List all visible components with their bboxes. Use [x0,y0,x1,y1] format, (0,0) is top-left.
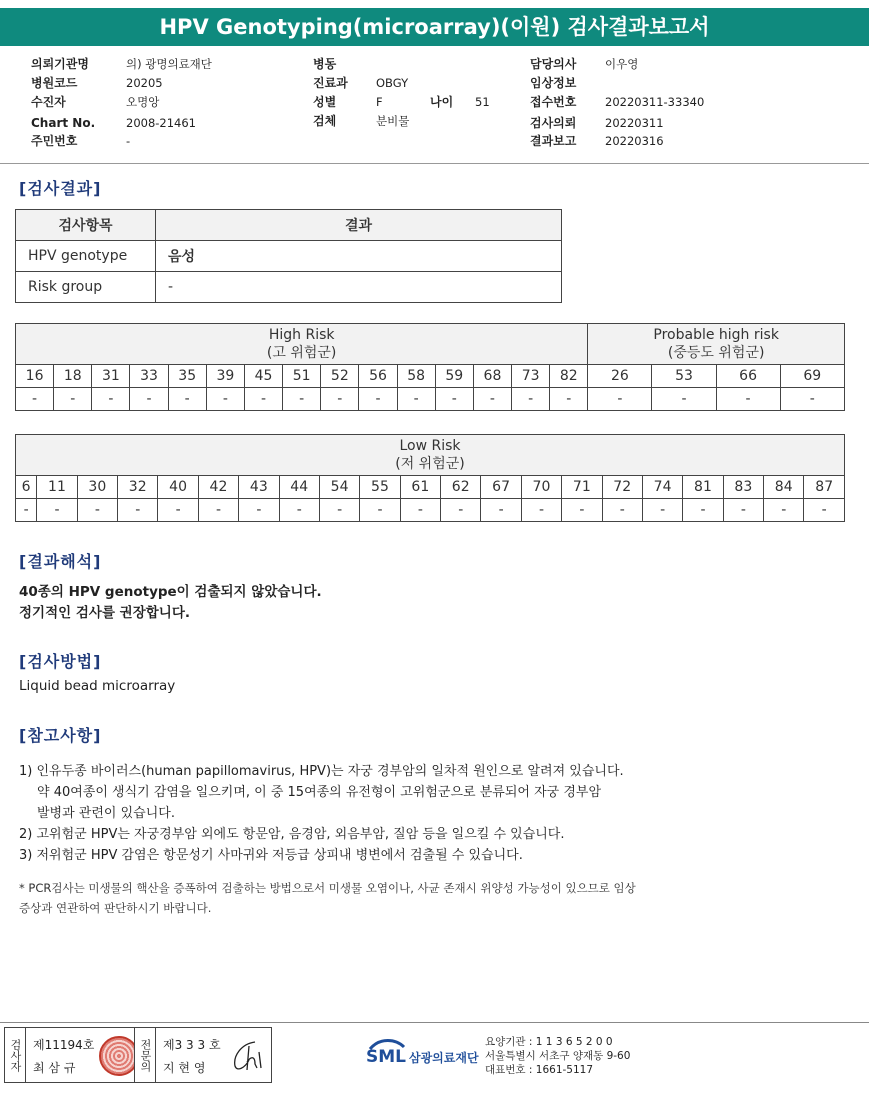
info-label: 접수번호 [530,95,577,109]
genotype-cell: 87 [804,476,845,499]
genotype-cell: 83 [723,476,763,499]
logo-mark-icon [366,1037,406,1077]
note-line: 약 40여종이 생식기 감염을 일으키며, 이 중 15여종의 유전형이 고위험군으로 분류되어 자궁 경부암 [37,785,602,800]
low-risk-header [16,435,845,476]
genotype-cell: 35 [168,365,206,388]
genotype-result-cell: - [321,388,359,411]
low-risk-table [15,434,845,522]
info-label: Chart No. [31,116,96,130]
info-value: 20220311 [605,116,664,130]
high-risk-header [16,324,588,365]
genotype-cell: 70 [521,476,561,499]
note-line: 3) 저위험군 HPV 감염은 항문성기 사마귀와 저등급 상피내 병변에서 검출될 수 있습니다. [19,848,523,863]
genotype-cell: 58 [397,365,435,388]
org-address [485,1035,630,1077]
genotype-cell: 6 [16,476,37,499]
info-value: 2008-21461 [126,116,196,130]
genotype-result-cell: - [360,499,400,522]
genotype-result-cell: - [283,388,321,411]
info-label: 주민번호 [31,134,78,148]
genotype-result-cell: - [435,388,473,411]
info-label: 의뢰기관명 [31,57,89,71]
genotype-cell: 71 [562,476,602,499]
genotype-cell: 52 [321,365,359,388]
genotype-result-cell: - [441,499,481,522]
genotype-result-cell: - [804,499,845,522]
genotype-result-cell: - [716,388,780,411]
genotype-result-cell: - [206,388,244,411]
genotype-result-cell: - [279,499,319,522]
examiner-name: 최 삼 규 [33,1061,76,1075]
patient-info [0,56,869,152]
genotype-cell: 11 [37,476,77,499]
genotype-cell: 42 [198,476,238,499]
section-title-notes: [참고사항] [19,726,102,745]
info-label: 담당의사 [530,57,577,71]
genotype-cell: 26 [588,365,652,388]
interpretation-text [19,582,322,624]
genotype-cell: 32 [118,476,158,499]
seal-icon [99,1036,139,1076]
examiner-number: 제11194호 [33,1038,95,1052]
specialist-name: 지 현 영 [163,1061,206,1075]
genotype-cell: 55 [360,476,400,499]
result-item: HPV genotype [16,241,156,272]
genotype-cell: 68 [473,365,511,388]
result-table [15,209,562,303]
genotype-cell: 66 [716,365,780,388]
note-line: 증상과 연관하여 판단하시기 바랍니다. [19,901,212,915]
genotype-cell: 16 [16,365,54,388]
info-label: 검사의뢰 [530,116,577,130]
note-line: 1) 인유두종 바이러스(human papillomavirus, HPV)는 자궁 경부암의 일차적 원인으로 알려져 있습니다. [19,764,624,779]
note-line: 2) 고위험군 HPV는 자궁경부암 외에도 항문암, 음경암, 외음부암, 질암 등을 일으킬 수 있습니다. [19,827,565,842]
genotype-cell: 73 [512,365,550,388]
genotype-cell: 69 [780,365,844,388]
info-value: F [376,95,383,109]
genotype-result-cell: - [397,388,435,411]
genotype-cell: 18 [54,365,92,388]
genotype-cell: 39 [206,365,244,388]
genotype-result-cell: - [764,499,804,522]
genotype-cell: 45 [244,365,282,388]
info-label: 나이 [430,95,454,109]
method-text: Liquid bead microarray [19,678,176,694]
genotype-result-cell: - [319,499,359,522]
table-row [16,272,562,303]
genotype-result-cell: - [118,499,158,522]
genotype-result-cell: - [198,499,238,522]
genotype-result-cell: - [158,499,198,522]
genotype-cell: 53 [652,365,716,388]
interpretation-line: 40종의 HPV genotype이 검출되지 않았습니다. [19,584,322,600]
note-line: 발병과 관련이 있습니다. [37,806,175,821]
genotype-result-cell: - [562,499,602,522]
probable-risk-header [588,324,845,365]
signature-box-label [135,1028,156,1082]
info-value: - [126,134,131,148]
genotype-result-cell: - [723,499,763,522]
info-label: 성별 [313,95,337,109]
genotype-result-cell: - [239,499,279,522]
section-title-method: [검사방법] [19,652,102,671]
info-label: 검체 [313,114,337,128]
genotype-cell: 54 [319,476,359,499]
genotype-cell: 82 [550,365,588,388]
genotype-cell: 61 [400,476,440,499]
signature-box-2 [134,1027,272,1083]
info-label: 임상정보 [530,76,577,90]
examiner-label: 검사자 [9,1038,22,1072]
high-risk-table [15,323,845,411]
result-value: - [156,272,562,303]
org-name: 삼광의료재단 [409,1051,479,1065]
info-value: 20205 [126,76,163,90]
genotype-cell: 30 [77,476,117,499]
signature-box-label [5,1028,26,1082]
note-line: * PCR검사는 미생물의 핵산을 증폭하여 검출하는 방법으로서 미생물 오염이나, 사균 존재시 위양성 가능성이 있으므로 임상 [19,881,636,895]
specialist-number: 제3 3 3 호 [163,1038,221,1052]
signature-icon [227,1038,267,1074]
section-title-interpretation: [결과해석] [19,552,102,571]
genotype-cell: 31 [92,365,130,388]
genotype-result-cell: - [550,388,588,411]
address-line: 요양기관 : 1 1 3 6 5 2 0 0 [485,1036,613,1048]
genotype-cell: 51 [283,365,321,388]
info-value: 이우영 [605,57,639,71]
info-label: 진료과 [313,76,348,90]
genotype-result-cell: - [359,388,397,411]
info-label: 결과보고 [530,134,577,148]
genotype-result-cell: - [780,388,844,411]
genotype-cell: 44 [279,476,319,499]
genotype-result-cell: - [16,388,54,411]
genotype-result-cell: - [37,499,77,522]
pcr-note [19,878,636,918]
genotype-result-cell: - [652,388,716,411]
genotype-cell: 33 [130,365,168,388]
result-value: 음성 [156,241,562,272]
genotype-cell: 62 [441,476,481,499]
notes-text [19,761,624,866]
result-item: Risk group [16,272,156,303]
info-label: 병동 [313,57,337,71]
genotype-result-cell: - [481,499,521,522]
info-value: OBGY [376,76,409,90]
probable-risk-title: Probable high risk [653,327,779,343]
low-risk-subtitle: (저 위험군) [395,456,465,472]
probable-risk-subtitle: (중등도 위험군) [667,345,765,361]
info-value: 51 [475,95,490,109]
logo-text: SML [366,1047,406,1067]
genotype-result-cell: - [642,499,682,522]
genotype-result-cell: - [92,388,130,411]
genotype-result-cell: - [168,388,206,411]
info-divider [0,163,869,164]
genotype-cell: 43 [239,476,279,499]
table-row [16,241,562,272]
genotype-result-cell: - [473,388,511,411]
interpretation-line: 정기적인 검사를 권장합니다. [19,605,191,621]
info-value: 의) 광명의료재단 [126,57,212,71]
genotype-result-cell: - [602,499,642,522]
specialist-label: 전문의 [139,1038,152,1072]
genotype-result-cell: - [400,499,440,522]
genotype-cell: 74 [642,476,682,499]
genotype-result-cell: - [512,388,550,411]
info-label: 수진자 [31,95,66,109]
genotype-cell: 67 [481,476,521,499]
genotype-result-cell: - [588,388,652,411]
genotype-result-cell: - [683,499,723,522]
result-head-result: 결과 [156,210,562,241]
address-line: 서울특별시 서초구 양재동 9-60 [485,1050,631,1062]
address-line: 대표번호 : 1661-5117 [485,1064,594,1076]
genotype-cell: 59 [435,365,473,388]
info-label: 병원코드 [31,76,78,90]
result-head-item: 검사항목 [16,210,156,241]
genotype-cell: 84 [764,476,804,499]
genotype-result-cell: - [521,499,561,522]
info-value: 오명앙 [126,95,160,109]
high-risk-subtitle: (고 위험군) [266,345,337,361]
genotype-cell: 56 [359,365,397,388]
report-title: HPV Genotyping(microarray)(이원) 검사결과보고서 [0,8,869,46]
genotype-cell: 72 [602,476,642,499]
genotype-result-cell: - [16,499,37,522]
genotype-result-cell: - [244,388,282,411]
low-risk-title: Low Risk [399,438,461,454]
info-value: 분비물 [376,114,410,128]
high-risk-title: High Risk [268,327,335,343]
genotype-result-cell: - [54,388,92,411]
genotype-cell: 40 [158,476,198,499]
genotype-result-cell: - [77,499,117,522]
footer [0,1022,869,1093]
info-value: 20220311-33340 [605,95,705,109]
genotype-result-cell: - [130,388,168,411]
section-title-result: [검사결과] [19,179,102,198]
genotype-cell: 81 [683,476,723,499]
info-value: 20220316 [605,134,664,148]
